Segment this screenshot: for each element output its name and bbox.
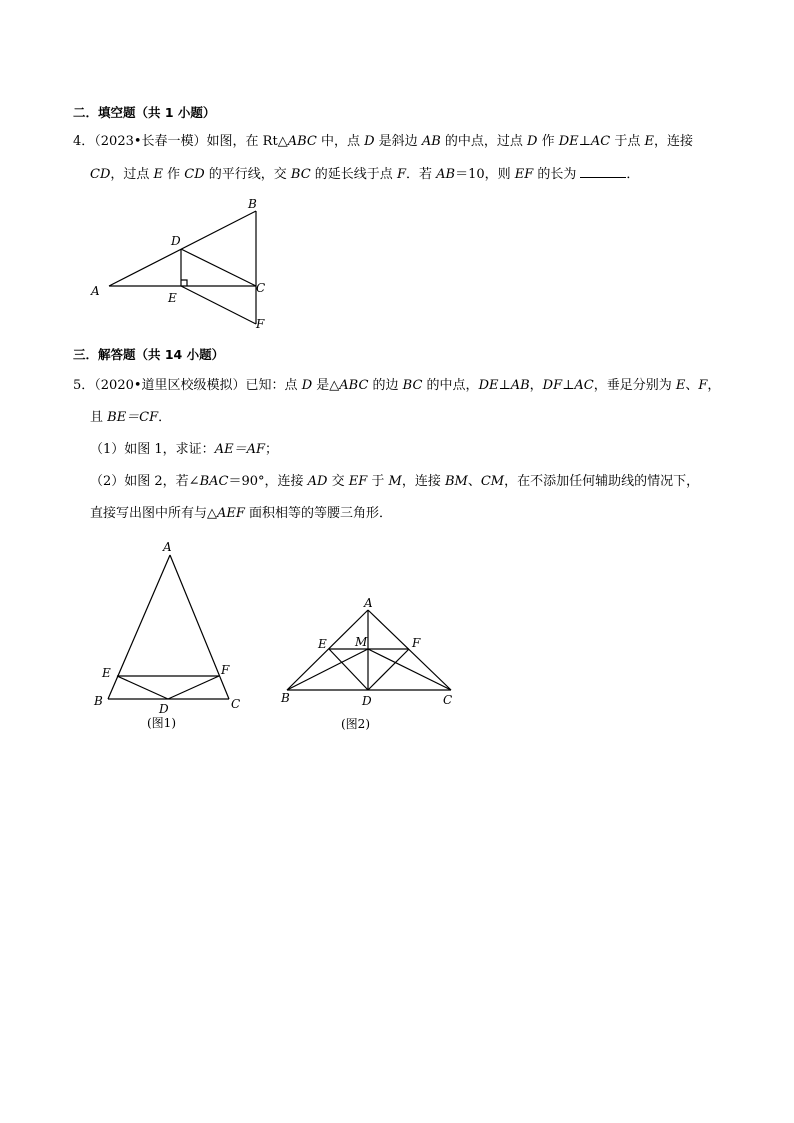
label-b: B bbox=[94, 694, 103, 708]
q4-text: 作 bbox=[537, 134, 559, 149]
q5-var: D bbox=[301, 378, 313, 393]
q4-text: ． bbox=[626, 167, 640, 182]
q4-text: 的平行线，交 bbox=[204, 167, 291, 182]
label-c: C bbox=[231, 697, 241, 711]
q5-text: （1）如图 1，求证： bbox=[90, 442, 215, 457]
q5-text: 直接写出图中所有与△ bbox=[90, 506, 217, 521]
q5-text: ＝90°，连接 bbox=[228, 474, 308, 489]
q5-var: M bbox=[388, 474, 402, 489]
label-a: A bbox=[364, 596, 373, 610]
q5-var: F bbox=[698, 378, 708, 393]
q5-text: ，垂足分别为 bbox=[593, 378, 676, 393]
q4-text: ，过点 bbox=[110, 167, 154, 182]
q5-var: BE＝CF bbox=[107, 410, 159, 425]
q4-var: DE⊥AC bbox=[558, 134, 611, 149]
q5-number: 5． bbox=[73, 378, 95, 393]
q5-text: ，连接 bbox=[401, 474, 445, 489]
q5-text: 面积相等的等腰三角形． bbox=[244, 506, 393, 521]
q5-text: 、 bbox=[685, 378, 699, 393]
q5-var: AEF bbox=[217, 506, 245, 521]
q4-text: ．若 bbox=[405, 167, 437, 182]
q4-text: 于点 bbox=[610, 134, 645, 149]
q5-var: CM bbox=[480, 474, 505, 489]
label-f: F bbox=[256, 317, 265, 331]
figure-1-caption: (图1) bbox=[147, 716, 176, 730]
q5-var: BAC bbox=[199, 474, 229, 489]
q5-var: BC bbox=[402, 378, 423, 393]
q4-text: ，连接 bbox=[653, 134, 693, 149]
q5-text: 于 bbox=[367, 474, 389, 489]
label-e: E bbox=[168, 291, 177, 305]
q5-source: （2020•道里区校级模拟） bbox=[94, 378, 246, 393]
label-d: D bbox=[362, 694, 372, 708]
label-d: D bbox=[171, 234, 181, 248]
q4-var: ABC bbox=[287, 134, 317, 149]
q4-var: CD bbox=[90, 167, 111, 182]
q5-var: AD bbox=[307, 474, 328, 489]
q5-text: ，在不添加任何辅助线的情况下， bbox=[504, 474, 700, 489]
q4-text: 中，点 bbox=[316, 134, 365, 149]
q4-text: ＝10，则 bbox=[455, 167, 515, 182]
q4-text: 的中点，过点 bbox=[440, 134, 528, 149]
q4-text: 作 bbox=[163, 167, 185, 182]
q5-var: E bbox=[675, 378, 686, 393]
section-3-heading: 三．解答题（共 14 小题） bbox=[73, 347, 225, 362]
label-f: F bbox=[412, 636, 421, 650]
q5-text: ， bbox=[707, 378, 721, 393]
q5-text: 且 bbox=[90, 410, 108, 425]
q4-var: BC bbox=[290, 167, 311, 182]
q5-var: AE＝AF bbox=[214, 442, 265, 457]
q4-source: （2023•长春一模） bbox=[94, 134, 207, 149]
q4-text: 如图，在 Rt△ bbox=[206, 134, 288, 149]
q5-text: ． bbox=[158, 410, 172, 425]
label-b: B bbox=[248, 197, 257, 211]
q4-text: 是斜边 bbox=[374, 134, 422, 149]
q5-var: ABC bbox=[339, 378, 369, 393]
q5-var: EF bbox=[348, 474, 368, 489]
q5-var: BM bbox=[444, 474, 468, 489]
q4-var: CD bbox=[184, 167, 205, 182]
segment-ed bbox=[329, 649, 368, 690]
q4-var: E bbox=[153, 167, 164, 182]
label-c: C bbox=[256, 281, 266, 295]
label-e: E bbox=[318, 637, 327, 651]
label-f: F bbox=[221, 663, 230, 677]
q4-var: F bbox=[396, 167, 406, 182]
q4-var: AB bbox=[436, 167, 456, 182]
label-a: A bbox=[91, 284, 100, 298]
q5-text: 的中点， bbox=[422, 378, 479, 393]
q5-text: 的边 bbox=[368, 378, 403, 393]
figure-2-caption: (图2) bbox=[341, 717, 370, 731]
label-d: D bbox=[159, 702, 169, 716]
q5-text: 已知：点 bbox=[245, 378, 302, 393]
q4-var: AB bbox=[421, 134, 441, 149]
q4-number: 4． bbox=[73, 134, 95, 149]
section-2-heading: 二．填空题（共 1 小题） bbox=[73, 105, 216, 120]
q4-text: 的延长线于点 bbox=[310, 167, 397, 182]
label-b: B bbox=[281, 691, 290, 705]
segment-cm bbox=[368, 649, 451, 690]
q5-text: ； bbox=[264, 442, 278, 457]
segment-bm bbox=[287, 649, 368, 690]
q4-var: E bbox=[644, 134, 654, 149]
q5-var: DF⊥AC bbox=[542, 378, 594, 393]
q5-text: 交 bbox=[327, 474, 349, 489]
q5-text: 、 bbox=[467, 474, 481, 489]
q4-var: D bbox=[364, 134, 375, 149]
label-e: E bbox=[102, 666, 111, 680]
q5-var: DE⊥AB bbox=[478, 378, 530, 393]
q4-text: 的长为 bbox=[533, 167, 577, 182]
label-c: C bbox=[443, 693, 453, 707]
q5-text: 是△ bbox=[312, 378, 340, 393]
q4-var: D bbox=[527, 134, 538, 149]
q5-text: （2）如图 2，若∠ bbox=[90, 474, 200, 489]
label-m: M bbox=[355, 635, 368, 649]
q4-var: EF bbox=[514, 167, 534, 182]
segment-fd bbox=[368, 649, 409, 690]
label-a: A bbox=[163, 540, 172, 554]
q5-text: ， bbox=[529, 378, 543, 393]
